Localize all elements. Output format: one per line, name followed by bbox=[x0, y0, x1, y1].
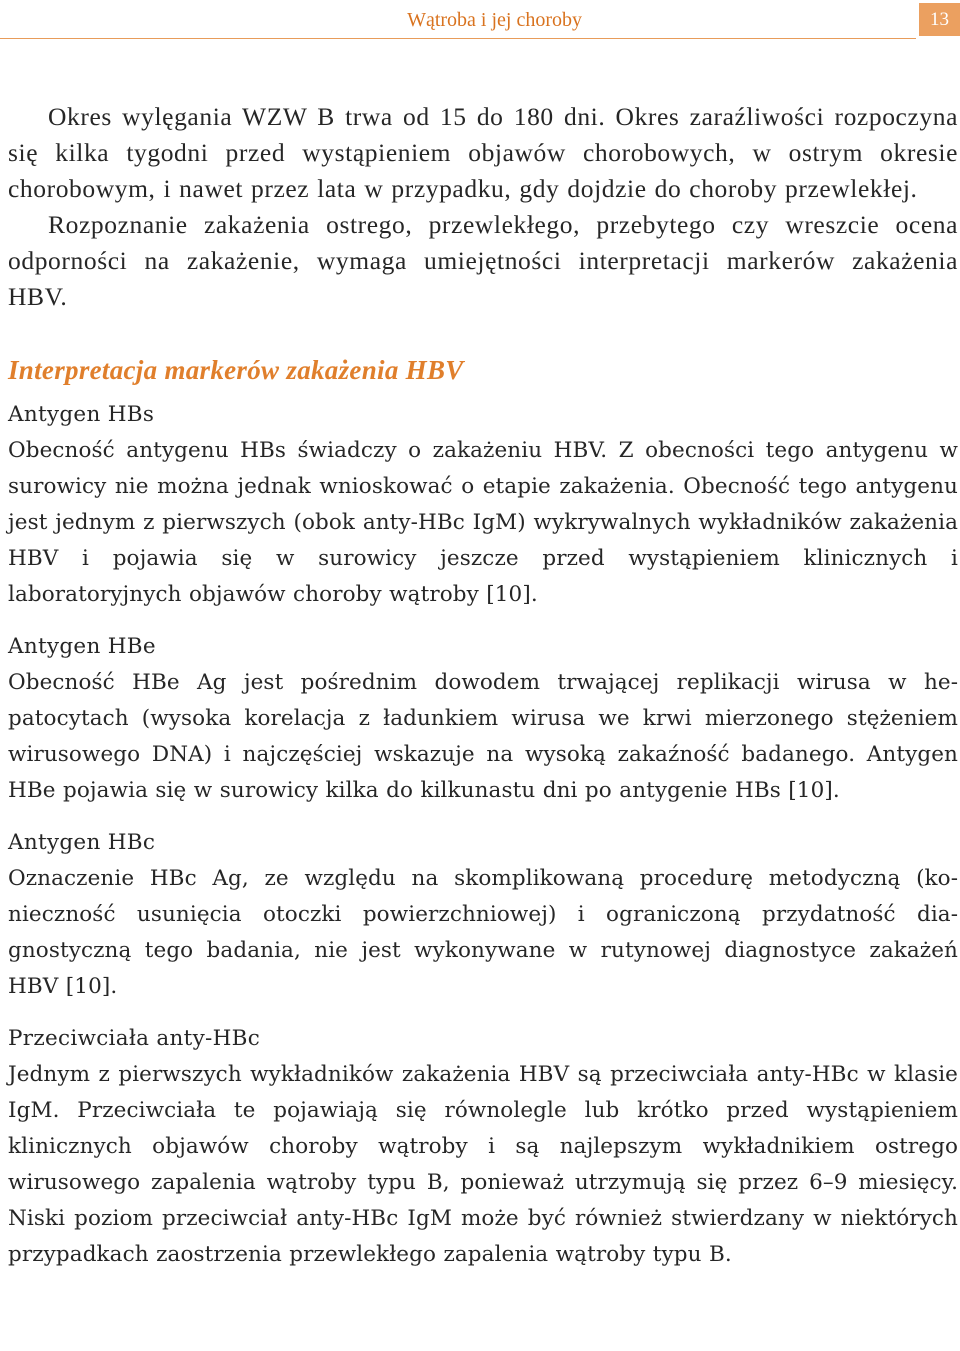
subsection-body: Jednym z pierwszych wykładników zakażenia HBV są przeciwciała anty-HBc w klasie IgM. Przeciwciała te pojawiają się równolegle lub krótko przed wystąpieniem klinicznych objawów choroby wątroby i są najlepszym wykładnikiem ostrego wirusowego zapalenia wątroby typu B, ponieważ utrzymują się przez 6–9 miesięcy. Niski poziom przeciwciał anty-HBc IgM może być również stwierdzany w niektórych przypadkach zaostrzenia przewlekłego zapalenia wątroby typu B. bbox=[8, 1062, 958, 1267]
subsection-hbs-antigen bbox=[8, 397, 958, 613]
subsection-body: Obecność antygenu HBs świadczy o zakażeniu HBV. Z obecności tego antygenu w surowicy nie można jednak wnioskować o etapie zakażenia. Obecność tego antygenu jest jednym z pierwszych (obok anty-HBc IgM) wykrywalnych wykładników zakażenia HBV i pojawia się w surowicy jeszcze przed wystąpieniem klinicznych i laboratoryjnych objawów choroby wątroby [10]. bbox=[8, 438, 958, 607]
subsection-hbe-antigen bbox=[8, 629, 958, 809]
intro-paragraph-incubation: Okres wylęgania WZW B trwa od 15 do 180 dni. Okres zaraźliwości rozpoczyna się kilka tygodni przed wystąpieniem objawów chorobowych, w ostrym okresie chorobowym, i nawet przez lata w przypadku, gdy dojdzie do choroby przewlekłej. bbox=[8, 102, 958, 203]
section-title: Interpretacja markerów zakażenia HBV bbox=[8, 355, 464, 385]
page-number-badge: 13 bbox=[919, 3, 960, 36]
intro-paragraph-diagnosis: Rozpoznanie zakażenia ostrego, przewlekłego, przebytego czy wreszcie ocena odporności na zakażenie, wymaga umiejętności interpretacji markerów zakażenia HBV. bbox=[8, 210, 958, 311]
running-title: Wątroba i jej choroby bbox=[407, 9, 582, 31]
subsection-anti-hbc bbox=[8, 1021, 958, 1273]
page-header bbox=[0, 0, 960, 40]
subsection-heading: Antygen HBs bbox=[8, 402, 155, 427]
subsection-body: Obecność HBe Ag jest pośrednim dowodem trwającej replikacji wirusa w hepatocytach (wysoka korelacja z ładunkiem wirusa we krwi mierzonego stężeniem wirusowego DNA) i najczęściej wskazuje na wysoką zakaźność badanego. Antygen HBe pojawia się w surowicy kilka do kilkunastu dni po antygenie HBs [10]. bbox=[8, 670, 958, 803]
subsection-heading: Antygen HBe bbox=[8, 634, 156, 659]
subsection-heading: Antygen HBc bbox=[8, 830, 156, 855]
subsection-heading: Przeciwciała anty-HBc bbox=[8, 1026, 261, 1051]
subsection-body: Oznaczenie HBc Ag, ze względu na skomplikowaną procedurę metodyczną (konieczność usunięcia otoczki powierzchniowej) i ograniczoną przydatność diagnostyczną tego badania, nie jest wykonywane w rutynowej diagnostyce zakażeń HBV [10]. bbox=[8, 866, 958, 999]
subsection-hbc-antigen bbox=[8, 825, 958, 1005]
header-divider bbox=[0, 38, 916, 39]
page-body bbox=[8, 99, 958, 1273]
